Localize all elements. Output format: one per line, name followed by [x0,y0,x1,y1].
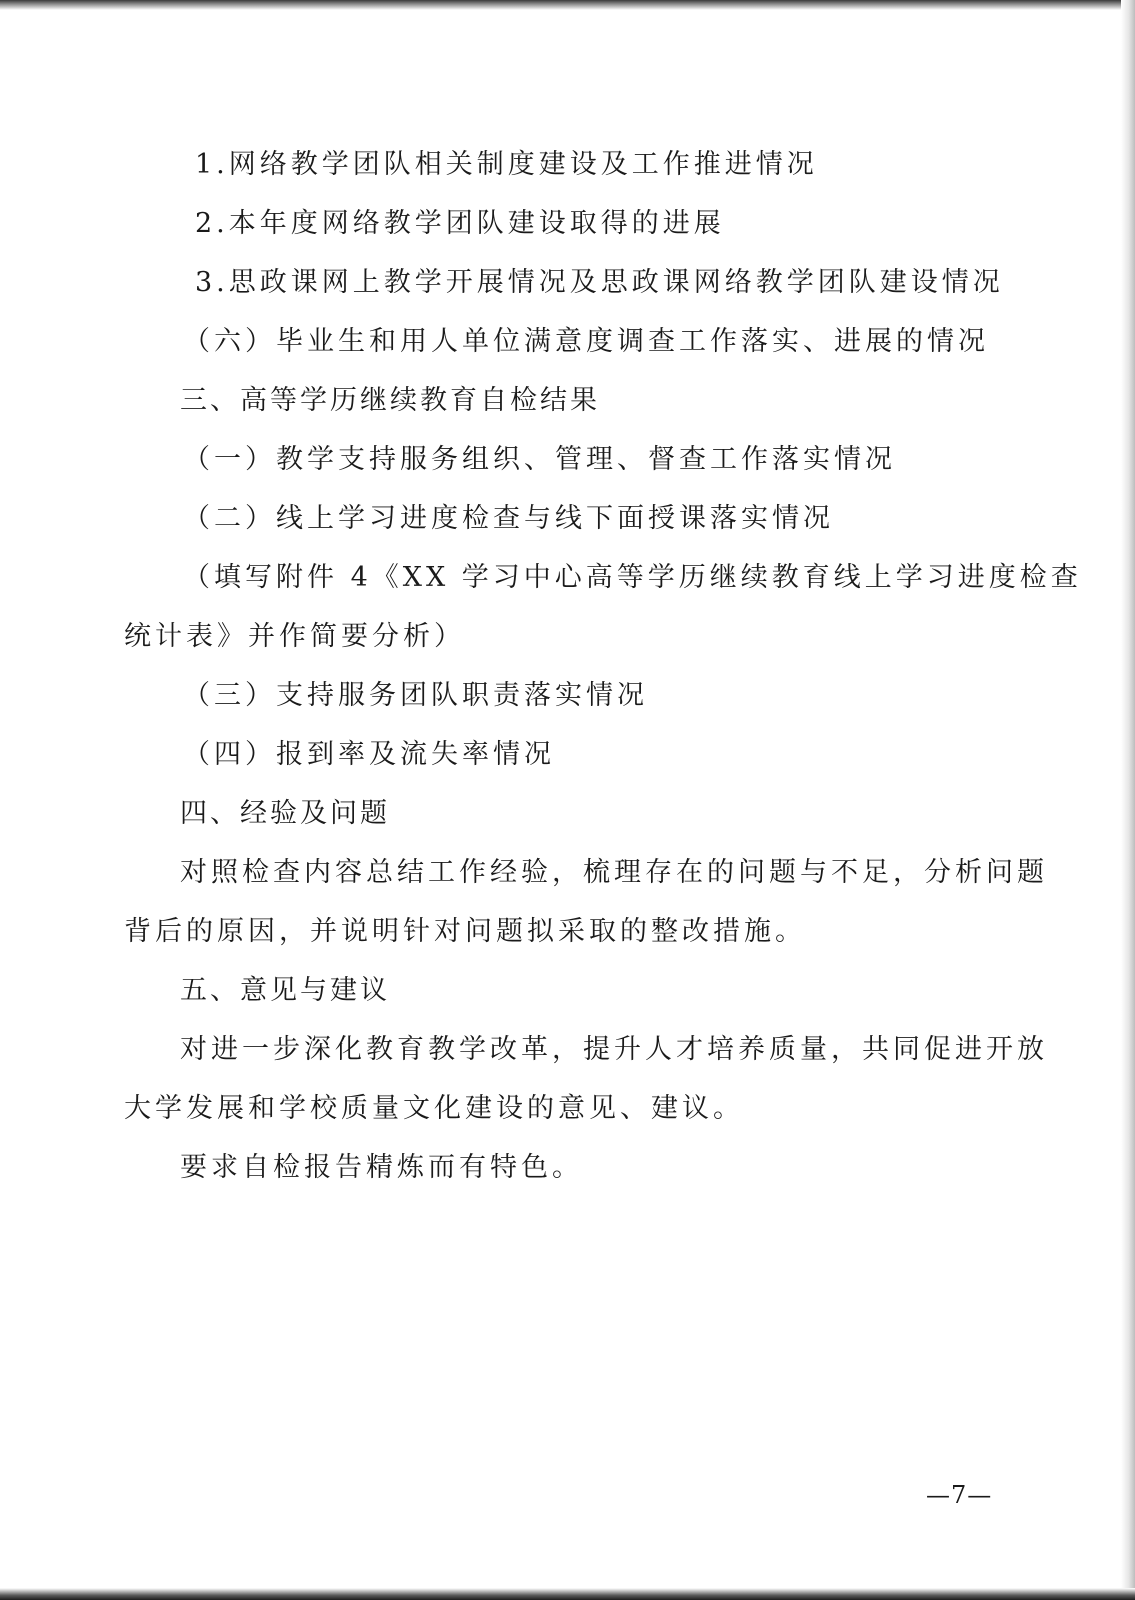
paragraph-5-line-2: 大学发展和学校质量文化建设的意见、建议。 [124,1093,744,1124]
subsection-6: （六）毕业生和用人单位满意度调查工作落实、进展的情况 [183,326,989,357]
subsection-3: （三）支持服务团队职责落实情况 [183,680,648,711]
subsection-2: （二）线上学习进度检查与线下面授课落实情况 [183,503,834,534]
paragraph-4-line-2: 背后的原因，并说明针对问题拟采取的整改措施。 [124,916,806,947]
subsection-4: （四）报到率及流失率情况 [183,739,555,770]
list-item-2: 2.本年度网络教学团队建设取得的进展 [195,208,725,239]
section-heading-4: 四、经验及问题 [180,798,390,829]
paragraph-note-line-1: （填写附件 4《XX 学习中心高等学历继续教育线上学习进度检查 [183,562,1082,593]
section-heading-3: 三、高等学历继续教育自检结果 [180,385,600,416]
paragraph-4-line-1: 对照检查内容总结工作经验，梳理存在的问题与不足，分析问题 [180,857,1048,888]
list-item-1: 1.网络教学团队相关制度建设及工作推进情况 [195,149,818,180]
closing-requirement: 要求自检报告精炼而有特色。 [180,1152,583,1183]
section-heading-5: 五、意见与建议 [180,975,390,1006]
page-number: —7— [926,1481,993,1509]
paragraph-note-line-2: 统计表》并作简要分析） [124,621,465,652]
subsection-1: （一）教学支持服务组织、管理、督查工作落实情况 [183,444,896,475]
list-item-3: 3.思政课网上教学开展情况及思政课网络教学团队建设情况 [195,267,1004,298]
paragraph-5-line-1: 对进一步深化教育教学改革，提升人才培养质量，共同促进开放 [180,1034,1048,1065]
